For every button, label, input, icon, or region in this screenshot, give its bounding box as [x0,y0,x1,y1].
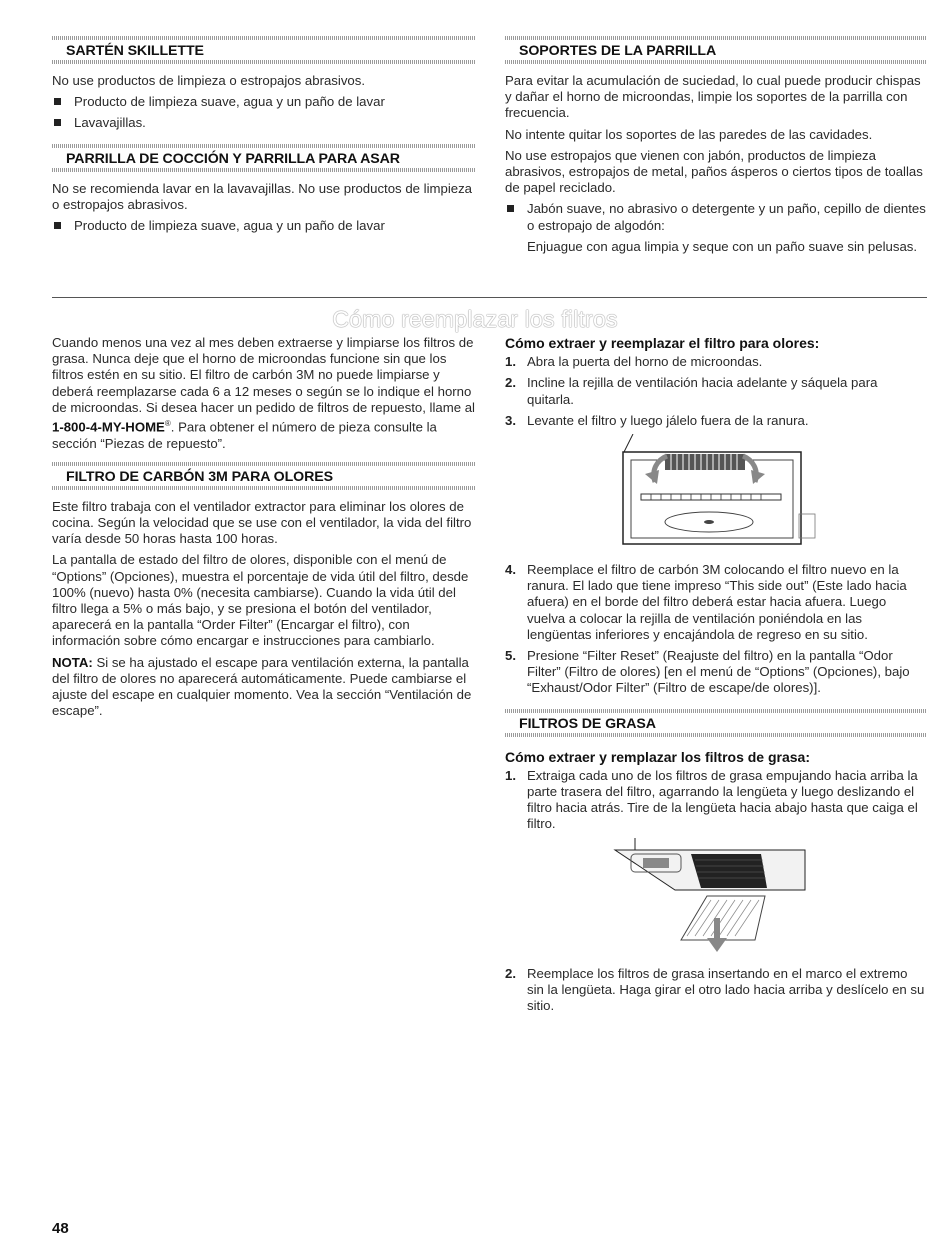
supports-paragraph-3: No use estropajos que vienen con jabón, productos de limpieza abrasivos, estropajos de metal, paños ásperos o ciertos tipos de toallas de papel reciclado. [505,147,923,196]
supports-paragraph-1: Para evitar la acumulación de suciedad, lo cual puede producir chispas y dañar el horno de microondas, limpie los soportes de la parrilla con frecuencia. [505,73,921,121]
bottom-right-column [505,335,927,1019]
top-left-column [52,36,476,239]
bullet-square-icon [52,94,74,110]
list-item: Jabón suave, no abrasivo o detergente y un paño, cepillo de dientes o estropajo de algodón: [505,201,927,233]
page-number: 48 [52,1220,69,1237]
list-item: 4. Reemplace el filtro de carbón 3M colocando el filtro nuevo en la ranura. El lado que tiene impreso “This side out” (Este lado hacia afuera) en el borde del filtro deberá estar hacia afuera. Luego vuelva a colocar la rejilla de ventilación poniéndola en las lengüentas inferiores y encajándola de regreso en su sitio. [505,562,907,642]
note-paragraph: NOTA: Si se ha ajustado el escape para ventilación externa, la pantalla del filtro de olores no aparecerá automáticamente. Puede cambiarse el ajuste del escape en cualquier momento. Vea la sección “Ventilación de escape”. [52,654,472,719]
section-divider [52,297,927,298]
supports-heading: SOPORTES DE LA PARRILLA [505,36,927,64]
carbon-filter-heading: FILTRO DE CARBÓN 3M PARA OLORES [52,462,476,490]
intro-paragraph: Cuando menos una vez al mes deben extraerse y limpiarse los filtros de grasa. Nunca deje que el horno de microondas funcione sin que los filtros estén en su sitio. El filtro de carbón 3M no puede limpiarse y deberá reemplazarse cada 6 a 12 meses o según se lo indique el horno de microondas. Si desea hacer un pedido de filtros de repuesto, llame al 1-800-4-MY-HOME®. Para obtener el número de pieza consulte la sección “Piezas de repuesto”. [52,335,475,451]
list-item: Lavavajillas. [52,115,476,131]
list-item: 2. Incline la rejilla de ventilación hacia adelante y sáquela para quitarla. [505,375,878,407]
grease-filter-subheading: Cómo extraer y remplazar los filtros de grasa: [505,748,810,765]
carbon-paragraph-2: La pantalla de estado del filtro de olores, disponible con el menú de “Options” (Opciones), muestra el porcentaje de vida útil del filtro, desde 100% (nuevo) hasta 0% (necesita cambiarse). Cuando la vida útil del filtro llega a 5% o más bajo, y se presiona el botón del ventilador, aparecerá en la pantalla “Order Filter” (Encargar el filtro), con información sobre cómo encargar e instrucciones para cambiarlo. [52,552,469,649]
grease-filter-illustration [505,838,927,958]
skillet-heading: SARTÉN SKILLETTE [52,36,476,64]
supports-indent-paragraph: Enjuague con agua limpia y seque con un paño suave sin pelusas. [527,238,918,254]
note-label: NOTA: [52,654,93,670]
registered-mark: ® [164,419,171,429]
page-title: Cómo reemplazar los filtros [332,306,618,332]
top-right-column [505,36,927,260]
grill-paragraph: No se recomienda lavar en la lavavajillas. No use productos de limpieza o estropajos abrasivos. [52,180,473,212]
bullet-square-icon [505,201,527,233]
phone-number: 1-800-4-MY-HOME [52,419,165,435]
skillet-paragraph: No use productos de limpieza o estropajos abrasivos. [52,73,366,88]
list-item: Producto de limpieza suave, agua y un paño de lavar [52,94,476,110]
odor-filter-subheading: Cómo extraer y reemplazar el filtro para olores: [505,335,820,351]
carbon-paragraph-1: Este filtro trabaja con el ventilador extractor para eliminar los olores de cocina. Según la velocidad que se use con el ventilador, la vida del filtro varía desde 50 horas hasta 100 horas. [52,498,472,547]
grease-filters-heading: FILTROS DE GRASA [505,709,927,737]
bottom-left-column [52,335,476,724]
odor-filter-illustration [505,434,927,554]
bullet-square-icon [52,115,74,131]
list-item: 2. Reemplace los filtros de grasa insertando en el marco el extremo sin la lengüeta. Haga girar el otro lado hacia arriba y deslícelo en su sitio. [505,965,925,1014]
list-item: 1. Extraiga cada uno de los filtros de grasa empujando hacia arriba la parte trasera del filtro, agarrando la lengüeta y luego deslizando el filtro hacia atrás. Tire de la lengüeta hacia abajo hasta que caiga el filtro. [505,767,918,832]
supports-paragraph-2: No intente quitar los soportes de las paredes de las cavidades. [505,126,873,142]
grill-heading: PARRILLA DE COCCIÓN Y PARRILLA PARA ASAR [52,144,476,172]
list-item: Producto de limpieza suave, agua y un paño de lavar [52,218,476,234]
list-item: 5. Presione “Filter Reset” (Reajuste del filtro) en la pantalla “Odor Filter” (Filtro de olores) [en el menú de “Options” (Opciones), bajo “Exhaust/Odor Filter” (Filtro de escape/de olores)]. [505,648,910,696]
list-item: 1. Abra la puerta del horno de microondas. [505,354,763,370]
list-item: 3. Levante el filtro y luego jálelo fuera de la ranura. [505,412,809,428]
bullet-square-icon [52,218,74,234]
